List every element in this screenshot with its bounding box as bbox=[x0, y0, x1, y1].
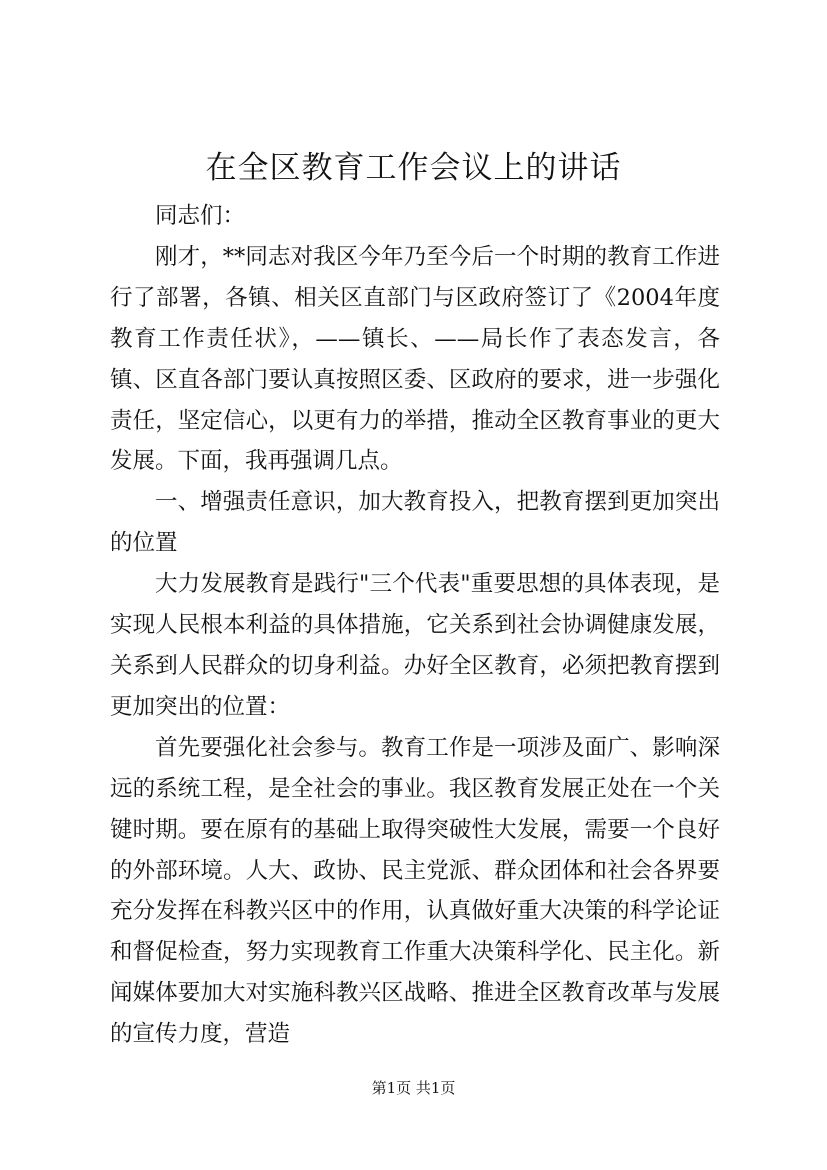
document-body bbox=[110, 196, 720, 1055]
paragraph-social-participation: 首先要强化社会参与。教育工作是一项涉及面广、影响深远的系统工程，是全社会的事业。我区教育发展正处在一个关键时期。要在原有的基础上取得突破性大发展，需要一个良好的外部环境。人大、政协、民主党派、群众团体和社会各界要充分发挥在科教兴区中的作用，认真做好重大决策的科学论证和督促检查，努力实现教育工作重大决策科学化、民主化。新闻媒体要加大对实施科教兴区战略、推进全区教育改革与发展的宣传力度，营造 bbox=[110, 734, 720, 1048]
paragraph-intro: 刚才，**同志对我区今年乃至今后一个时期的教育工作进行了部署，各镇、相关区直部门与区政府签订了《2004年度教育工作责任状》，——镇长、——局长作了表态发言，各镇、区直各部门要认真按照区委、区政府的要求，进一步强化责任，坚定信心，以更有力的举措，推动全区教育事业的更大发展。下面，我再强调几点。 bbox=[110, 243, 720, 475]
page-footer: 第1页 共1页 bbox=[371, 1079, 456, 1097]
section-heading: 一、增强责任意识，加大教育投入，把教育摆到更加突出的位置 bbox=[110, 489, 720, 557]
salutation: 同志们： bbox=[155, 203, 246, 229]
document-title: 在全区教育工作会议上的讲话 bbox=[205, 150, 622, 186]
paragraph-education-importance: 大力发展教育是践行"三个代表"重要思想的具体表现，是实现人民根本利益的具体措施，它关系到社会协调健康发展，关系到人民群众的切身利益。办好全区教育，必须把教育摆到更加突出的位置： bbox=[110, 571, 720, 720]
